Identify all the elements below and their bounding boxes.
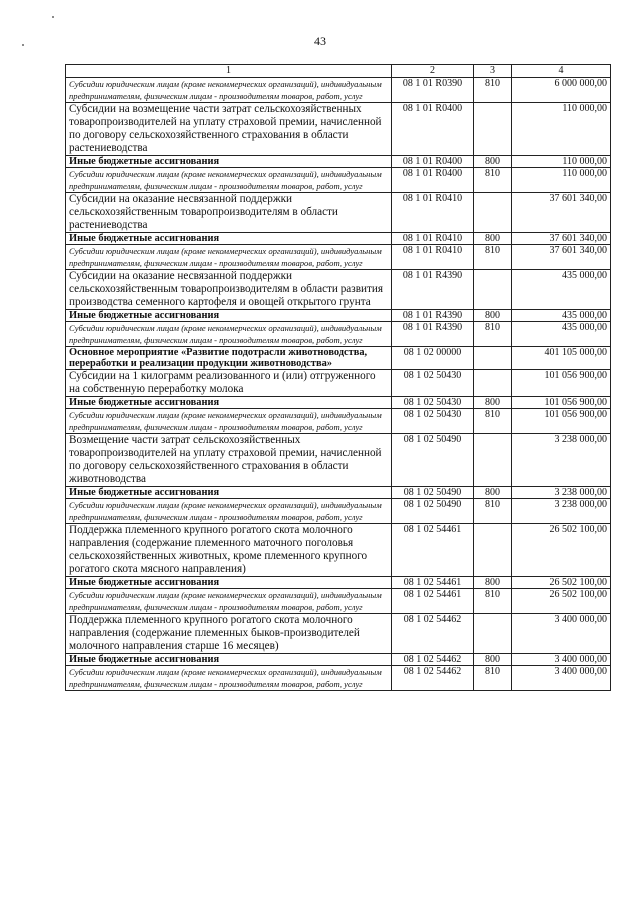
row-name-cell: Субсидии на оказание несвязанной поддержки сельскохозяйственным товаропроизводителям в области растениеводства [66,193,392,233]
expense-type-cell: 810 [474,589,512,614]
table-row [66,499,611,524]
row-name-cell: Иные бюджетные ассигнования [66,487,392,499]
amount-cell: 3 238 000,00 [512,487,611,499]
header-cell: 2 [392,65,474,78]
expense-type-cell [474,434,512,487]
table-row [66,168,611,193]
amount-cell: 26 502 100,00 [512,589,611,614]
header-cell: 4 [512,65,611,78]
expense-type-cell: 810 [474,409,512,434]
table-row [66,270,611,310]
table-row [66,347,611,370]
amount-cell: 110 000,00 [512,103,611,156]
expense-type-cell: 810 [474,168,512,193]
row-name-cell: Субсидии юридическим лицам (кроме некоммерческих организаций), индивидуальным предпринимателям, физическим лицам - производителям товаров, работ, услуг [66,499,392,524]
row-name-cell: Иные бюджетные ассигнования [66,156,392,168]
target-code-cell: 08 1 01 R0400 [392,168,474,193]
amount-cell: 401 105 000,00 [512,347,611,370]
amount-cell: 3 238 000,00 [512,434,611,487]
expense-type-cell: 800 [474,156,512,168]
table-row [66,614,611,654]
target-code-cell: 08 1 01 R0410 [392,193,474,233]
amount-cell: 110 000,00 [512,168,611,193]
table-row [66,103,611,156]
expense-type-cell [474,347,512,370]
amount-cell: 101 056 900,00 [512,397,611,409]
expense-type-cell: 800 [474,577,512,589]
expense-type-cell [474,370,512,397]
table-row [66,156,611,168]
amount-cell: 101 056 900,00 [512,370,611,397]
table-row [66,577,611,589]
row-name-cell: Поддержка племенного крупного рогатого скота молочного направления (содержание племенных быков-производителей молочного направления старше 16 месяцев) [66,614,392,654]
row-name-cell: Поддержка племенного крупного рогатого скота молочного направления (содержание племенного маточного поголовья сельскохозяйственных животных, кроме племенного крупного рогатого скота мясного направления) [66,524,392,577]
table-row [66,193,611,233]
row-name-cell: Иные бюджетные ассигнования [66,233,392,245]
row-name-cell: Иные бюджетные ассигнования [66,310,392,322]
expense-type-cell [474,524,512,577]
row-name-cell: Иные бюджетные ассигнования [66,654,392,666]
table-row [66,487,611,499]
target-code-cell: 08 1 02 54461 [392,524,474,577]
row-name-cell: Субсидии юридическим лицам (кроме некоммерческих организаций), индивидуальным предпринимателям, физическим лицам - производителям товаров, работ, услуг [66,322,392,347]
amount-cell: 3 400 000,00 [512,614,611,654]
amount-cell: 435 000,00 [512,310,611,322]
row-name-cell: Иные бюджетные ассигнования [66,577,392,589]
expense-type-cell: 810 [474,322,512,347]
expense-type-cell: 800 [474,654,512,666]
row-name-cell: Субсидии на 1 килограмм реализованного и (или) отгруженного на собственную переработку молока [66,370,392,397]
amount-cell: 3 400 000,00 [512,654,611,666]
target-code-cell: 08 1 02 50490 [392,434,474,487]
amount-cell: 26 502 100,00 [512,577,611,589]
table-row [66,233,611,245]
target-code-cell: 08 1 02 54461 [392,577,474,589]
amount-cell: 37 601 340,00 [512,245,611,270]
table-row [66,666,611,691]
amount-cell: 110 000,00 [512,156,611,168]
row-name-cell: Субсидии юридическим лицам (кроме некоммерческих организаций), индивидуальным предпринимателям, физическим лицам - производителям товаров, работ, услуг [66,409,392,434]
expense-type-cell [474,614,512,654]
target-code-cell: 08 1 02 54461 [392,589,474,614]
table-row [66,524,611,577]
table-row [66,310,611,322]
amount-cell: 435 000,00 [512,322,611,347]
target-code-cell: 08 1 02 54462 [392,654,474,666]
table-row [66,245,611,270]
table-row [66,409,611,434]
target-code-cell: 08 1 02 54462 [392,614,474,654]
row-name-cell: Возмещение части затрат сельскохозяйственных товаропроизводителей на уплату страховой премии, начисленной по договору сельскохозяйственного страхования в области животноводства [66,434,392,487]
amount-cell: 435 000,00 [512,270,611,310]
scan-speck [22,44,24,46]
header-cell: 1 [66,65,392,78]
target-code-cell: 08 1 01 R4390 [392,270,474,310]
expense-type-cell [474,193,512,233]
expense-type-cell [474,103,512,156]
target-code-cell: 08 1 02 00000 [392,347,474,370]
amount-cell: 3 400 000,00 [512,666,611,691]
table-body [66,78,611,691]
budget-table [65,64,611,691]
table-row [66,78,611,103]
row-name-cell: Субсидии юридическим лицам (кроме некоммерческих организаций), индивидуальным предпринимателям, физическим лицам - производителям товаров, работ, услуг [66,666,392,691]
target-code-cell: 08 1 01 R0410 [392,245,474,270]
table-row [66,589,611,614]
expense-type-cell: 810 [474,78,512,103]
row-name-cell: Субсидии юридическим лицам (кроме некоммерческих организаций), индивидуальным предпринимателям, физическим лицам - производителям товаров, работ, услуг [66,589,392,614]
row-name-cell: Субсидии юридическим лицам (кроме некоммерческих организаций), индивидуальным предпринимателям, физическим лицам - производителям товаров, работ, услуг [66,168,392,193]
expense-type-cell: 810 [474,245,512,270]
row-name-cell: Субсидии юридическим лицам (кроме некоммерческих организаций), индивидуальным предпринимателям, физическим лицам - производителям товаров, работ, услуг [66,78,392,103]
table-row [66,370,611,397]
amount-cell: 101 056 900,00 [512,409,611,434]
table-row [66,322,611,347]
amount-cell: 37 601 340,00 [512,193,611,233]
target-code-cell: 08 1 02 50430 [392,409,474,434]
table-header-row [66,65,611,78]
target-code-cell: 08 1 01 R0390 [392,78,474,103]
expense-type-cell: 810 [474,666,512,691]
expense-type-cell [474,270,512,310]
expense-type-cell: 800 [474,397,512,409]
row-name-cell: Субсидии юридическим лицам (кроме некоммерческих организаций), индивидуальным предпринимателям, физическим лицам - производителям товаров, работ, услуг [66,245,392,270]
amount-cell: 37 601 340,00 [512,233,611,245]
expense-type-cell: 810 [474,499,512,524]
target-code-cell: 08 1 01 R4390 [392,310,474,322]
target-code-cell: 08 1 02 50490 [392,487,474,499]
target-code-cell: 08 1 01 R4390 [392,322,474,347]
target-code-cell: 08 1 02 50490 [392,499,474,524]
target-code-cell: 08 1 01 R0410 [392,233,474,245]
target-code-cell: 08 1 02 50430 [392,370,474,397]
row-name-cell: Иные бюджетные ассигнования [66,397,392,409]
amount-cell: 6 000 000,00 [512,78,611,103]
row-name-cell: Субсидии на возмещение части затрат сельскохозяйственных товаропроизводителей на уплату страховой премии, начисленной по договору сельскохозяйственного страхования в области растениеводства [66,103,392,156]
expense-type-cell: 800 [474,487,512,499]
target-code-cell: 08 1 01 R0400 [392,156,474,168]
header-cell: 3 [474,65,512,78]
amount-cell: 26 502 100,00 [512,524,611,577]
table-row [66,434,611,487]
amount-cell: 3 238 000,00 [512,499,611,524]
target-code-cell: 08 1 02 50430 [392,397,474,409]
row-name-cell: Основное мероприятие «Развитие подотрасли животноводства, переработки и реализации продукции животноводства» [66,347,392,370]
row-name-cell: Субсидии на оказание несвязанной поддержки сельскохозяйственным товаропроизводителям в области развития производства семенного картофеля и овощей открытого грунта [66,270,392,310]
table-row [66,397,611,409]
expense-type-cell: 800 [474,310,512,322]
target-code-cell: 08 1 02 54462 [392,666,474,691]
target-code-cell: 08 1 01 R0400 [392,103,474,156]
expense-type-cell: 800 [474,233,512,245]
scan-speck [52,16,54,18]
table-row [66,654,611,666]
page-number: 43 [314,34,326,48]
